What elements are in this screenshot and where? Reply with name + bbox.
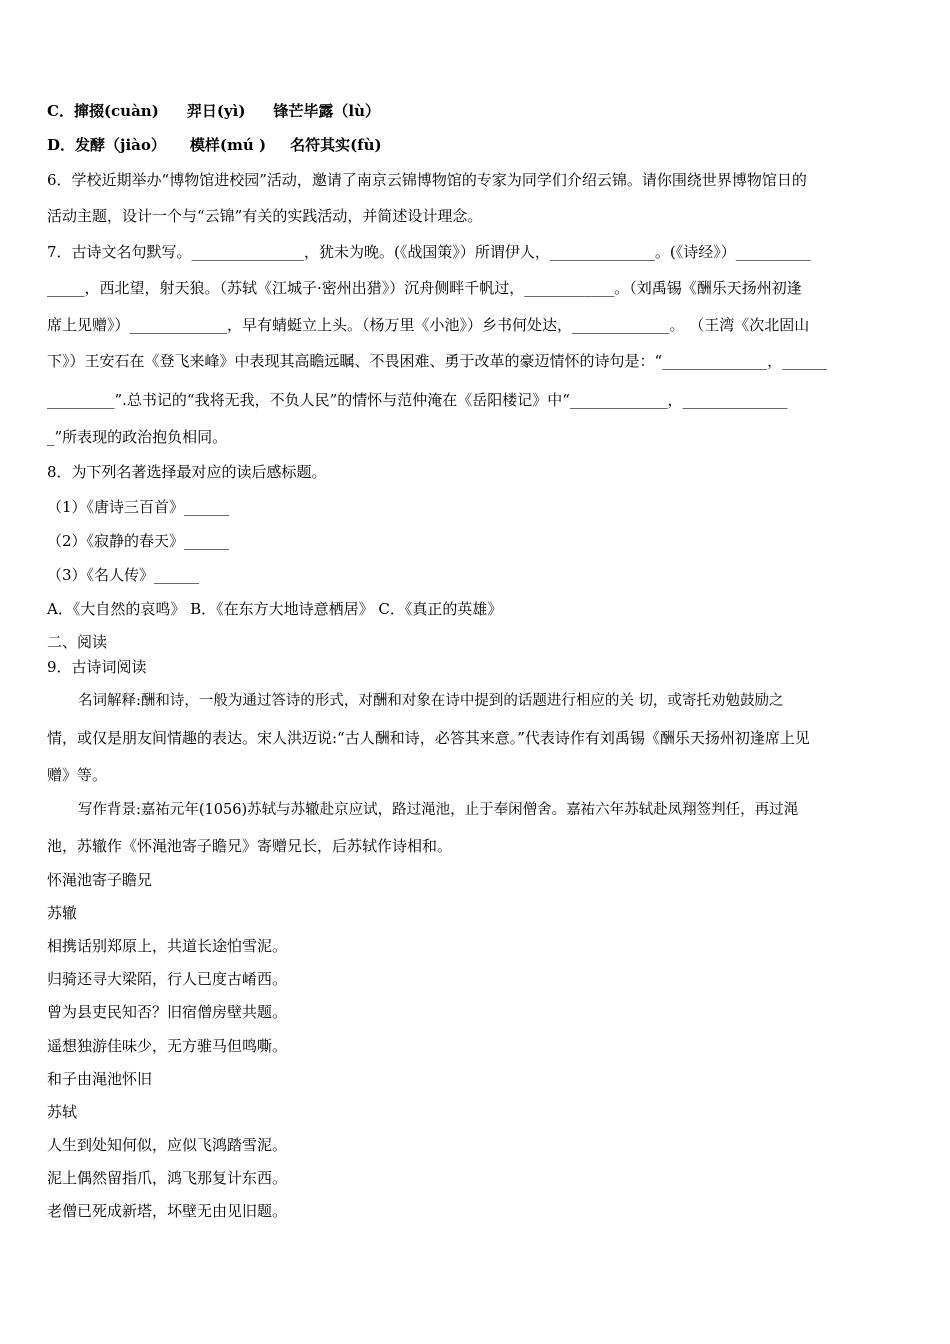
option-c-line — [47, 101, 907, 121]
q6-line-1: 6．学校近期举办“博物馆进校园”活动，邀请了南京云锦博物馆的专家为同学们介绍云锦。请你围绕世界博物馆日的 — [47, 171, 807, 189]
poem-1-line-2: 归骑还寻大梁陌，行人已度古崤西。 — [47, 970, 288, 988]
q7-line-5: _________”.总书记的“我将无我，不负人民”的情怀与范仲淹在《岳阳楼记》中“_____________，______________ — [47, 391, 788, 409]
option-d-item-1: 发酵（jiào） — [75, 136, 166, 154]
q9-title: 9．古诗词阅读 — [47, 658, 147, 676]
q7-line-2: _____，西北望，射天狼。（苏轼《江城子·密州出猎》）沉舟侧畔千帆过，____________。（刘禹锡《酬乐天扬州初逢 — [47, 279, 802, 297]
poem-1-author: 苏辙 — [47, 904, 78, 922]
q6-line-2: 活动主题，设计一个与“云锦”有关的实践活动，并简述设计理念。 — [47, 207, 483, 225]
q8-item-3: （3）《名人传》______ — [47, 566, 200, 584]
q8-title: 8．为下列名著选择最对应的读后感标题。 — [47, 463, 327, 481]
option-c-label: C． — [47, 102, 74, 120]
poem-2-line-2: 泥上偶然留指爪，鸿飞那复计东西。 — [47, 1169, 288, 1187]
q7-line-4: 下》）王安石在《登飞来峰》中表现其高瞻远瞩、不畏困难、勇于改革的豪迈情怀的诗句是：“______________，______ — [47, 352, 828, 370]
background-line-1: 写作背景:嘉祐元年(1056)苏轼与苏辙赴京应试，路过渑池，止于奉闲僧舍。嘉祐六年苏轼赴凤翔签判任，再过渑 — [78, 802, 799, 818]
q7-line-6: _”所表现的政治抱负相同。 — [47, 428, 228, 446]
q7-line-3: 席上见赠》）_____________，早有蜻蜓立上头。（杨万里《小池》）乡书何处达，_____________。 （王湾《次北固山 — [47, 316, 810, 334]
note-line-1: 名词解释:酬和诗，一般为通过答诗的形式，对酬和对象在诗中提到的话题进行相应的关 切，或寄托劝勉鼓励之 — [78, 693, 784, 709]
note-line-3: 赠》等。 — [47, 766, 108, 784]
q8-item-1: （1）《唐诗三百首》______ — [47, 498, 230, 516]
background-line-2: 池，苏辙作《怀渑池寄子瞻兄》寄赠兄长，后苏轼作诗相和。 — [47, 837, 453, 855]
poem-2-line-1: 人生到处知何似，应似飞鸿踏雪泥。 — [47, 1136, 288, 1154]
option-c-item-1: 撺掇(cuàn) — [73, 102, 159, 120]
q8-item-2: （2）《寂静的春天》______ — [47, 532, 230, 550]
poem-2-title: 和子由渑池怀旧 — [47, 1070, 153, 1088]
poem-1-title: 怀渑池寄子瞻兄 — [47, 871, 153, 889]
poem-1-line-4: 遥想独游佳味少，无方骓马但鸣嘶。 — [47, 1037, 288, 1055]
note-line-2: 情，或仅是朋友间情趣的表达。宋人洪迈说:“古人酬和诗，必答其来意。”代表诗作有刘禹锡《酬乐天扬州初逢席上见 — [47, 729, 810, 747]
option-d-item-3: 名符其实(fù) — [290, 136, 382, 154]
poem-1-line-1: 相携话别郑原上，共道长途怕雪泥。 — [47, 937, 288, 955]
q8-choices: A．《大自然的哀鸣》 B．《在东方大地诗意栖居》 C．《真正的英雄》 — [47, 600, 503, 618]
option-d-label: D． — [47, 136, 76, 154]
option-c-item-2: 羿日(yì) — [186, 102, 246, 120]
option-d-item-2: 模样(mú ) — [189, 136, 267, 154]
poem-2-line-3: 老僧已死成新塔，坏壁无由见旧题。 — [47, 1202, 288, 1220]
option-c-item-3: 锋芒毕露（lù） — [273, 102, 381, 120]
poem-1-line-3: 曾为县吏民知否？旧宿僧房壁共题。 — [47, 1003, 288, 1021]
section-title: 二、阅读 — [47, 633, 108, 651]
option-d-line — [47, 135, 907, 155]
poem-2-author: 苏轼 — [47, 1103, 78, 1121]
q7-line-1: 7．古诗文名句默写。_______________，犹未为晚。(《战国策》）所谓伊人，______________。(《诗经》）__________ — [47, 243, 811, 261]
